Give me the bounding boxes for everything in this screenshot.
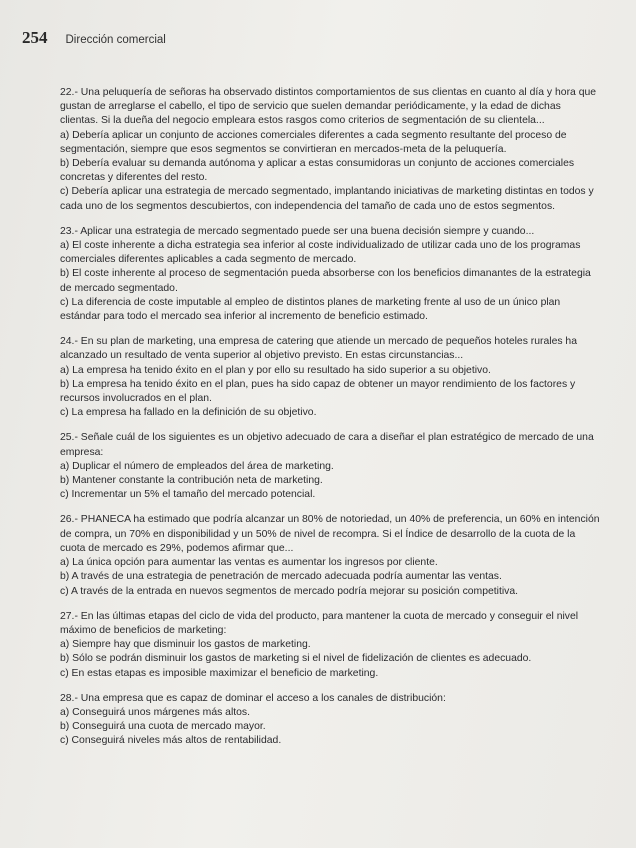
question-26 (60, 513, 600, 598)
question-28 (60, 692, 600, 749)
question-text: 26.- PHANECA ha estimado que podría alcanzar un 80% de notoriedad, un 40% de preferencia, un 60% en intención de compra, un 70% en disponibilidad y un 50% de nivel de recompra. Si el Índice de desarrollo de la cuota de la cuota de mercado es 29%, podemos afirmar que... (60, 514, 600, 554)
question-text: 23.- Aplicar una estrategia de mercado segmentado puede ser una buena decisión siempre y cuando... (60, 225, 535, 237)
option-a: a) La única opción para aumentar las ventas es aumentar los ingresos por cliente. (60, 557, 438, 569)
page-header (22, 28, 166, 48)
question-text: 25.- Señale cuál de los siguientes es un objetivo adecuado de cara a diseñar el plan estratégico de mercado de una empresa: (60, 432, 594, 458)
question-27 (60, 610, 600, 681)
option-a: a) Conseguirá unos márgenes más altos. (60, 706, 251, 718)
option-b: b) El coste inherente al proceso de segmentación pueda absorberse con los beneficios dimanantes de la estrategia de mercado segmentado. (60, 268, 591, 294)
question-22 (60, 86, 600, 214)
question-24 (60, 335, 600, 420)
option-c: c) Conseguirá niveles más altos de rentabilidad. (60, 735, 282, 747)
option-b: b) Debería evaluar su demanda autónoma y aplicar a estas consumidoras un conjunto de acciones comerciales concretas y diferentes del resto. (60, 158, 575, 184)
option-b: b) Sólo se podrán disminuir los gastos de marketing si el nivel de fidelización de clientes es adecuado. (60, 653, 532, 665)
option-b: b) La empresa ha tenido éxito en el plan, pues ha sido capaz de obtener un mayor rendimiento de los factores y recursos involucrados en el plan. (60, 378, 576, 405)
option-c: c) En estas etapas es imposible maximizar el beneficio de marketing. (60, 667, 379, 679)
option-a: a) Debería aplicar un conjunto de acciones comerciales diferentes a cada segmento resultante del proceso de segmentación, siempre que esos segmentos se convirtieran en mercados-meta de la peluquería. (60, 129, 567, 155)
option-c: c) A través de la entrada en nuevos segmentos de mercado podría mejorar su posición competitiva. (60, 585, 519, 597)
option-a: a) El coste inherente a dicha estrategia sea inferior al coste individualizado de utilizar cada uno de los programas comerciales diferentes aplicables a cada segmento de mercado. (60, 240, 581, 266)
question-text: 28.- Una empresa que es capaz de dominar el acceso a los canales de distribución: (60, 692, 446, 704)
option-b: b) Conseguirá una cuota de mercado mayor. (60, 721, 266, 733)
question-25 (60, 431, 600, 502)
option-b: b) Mantener constante la contribución neta de marketing. (60, 475, 323, 487)
question-text: 24.- En su plan de marketing, una empresa de catering que atiende un mercado de pequeños hoteles rurales ha alcanzado un resultado de venta superior al objetivo previsto. En estas circunstancias... (60, 336, 577, 362)
question-list (60, 86, 600, 760)
option-c: c) La empresa ha fallado en la definición de su objetivo. (60, 407, 317, 419)
option-c: c) Debería aplicar una estrategia de mercado segmentado, implantando iniciativas de marketing distintas en todos y cada uno de los segmentos descubiertos, con independencia del tamaño de cada uno de estos segmentos. (60, 186, 594, 212)
option-a: a) Siempre hay que disminuir los gastos de marketing. (60, 639, 311, 651)
running-title: Dirección comercial (65, 34, 166, 46)
option-b: b) A través de una estrategia de penetración de mercado adecuada podría aumentar las ventas. (60, 571, 502, 583)
option-a: a) La empresa ha tenido éxito en el plan y por ello su resultado ha sido superior a su objetivo. (60, 364, 491, 376)
page-number: 254 (22, 28, 48, 47)
option-c: c) Incrementar un 5% el tamaño del mercado potencial. (60, 489, 316, 501)
option-c: c) La diferencia de coste imputable al empleo de distintos planes de marketing frente al uso de un único plan estándar para todo el mercado sea inferior al incremento de beneficio estimado. (60, 296, 561, 323)
option-a: a) Duplicar el número de empleados del área de marketing. (60, 460, 334, 472)
question-text: 27.- En las últimas etapas del ciclo de vida del producto, para mantener la cuota de mercado y conseguir el nivel máximo de beneficios de marketing: (60, 610, 579, 636)
question-text: 22.- Una peluquería de señoras ha observado distintos comportamientos de sus clientas en cuanto al día y hora que gustan de arreglarse el cabello, el tipo de servicio que suelen demandar periódicamente, y la edad de dichas clientas. Si la dueña del negocio empleara estos rasgos como criterios de segmentación de su clientela... (60, 87, 597, 127)
question-23 (60, 225, 600, 324)
